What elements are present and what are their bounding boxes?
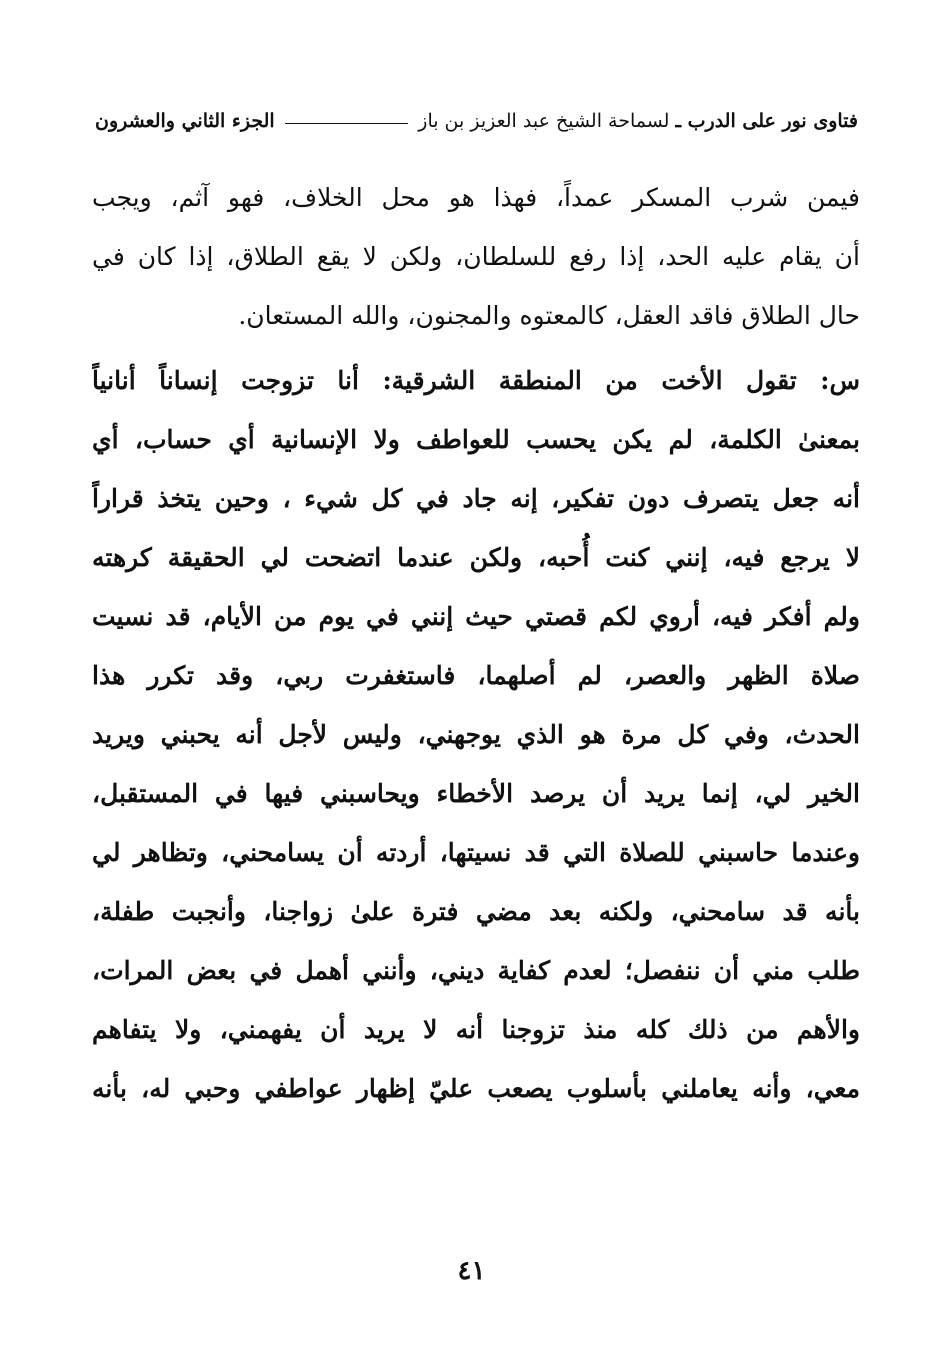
text-line: حال الطلاق فاقد العقل، كالمعتوه والمجنون، والله المستعان. xyxy=(238,301,860,330)
volume-label: الجزء الثاني والعشرون xyxy=(95,110,275,132)
text-line: وعندما حاسبني للصلاة التي قد نسيتها، أردته أن يسامحني، وتظاهر لي xyxy=(92,838,860,867)
text-line: الحدث، وفي كل مرة هو الذي يوجهني، وليس لأجل أنه يحبني ويريد xyxy=(92,720,860,749)
text-line: لا يرجع فيه، إنني كنت أُحبه، ولكن عندما اتضحت لي الحقيقة كرهته xyxy=(92,543,860,572)
text-line: ولم أفكر فيه، أروي لكم قصتي حيث إنني في يوم من الأيام، قد نسيت xyxy=(92,602,860,631)
header-rule xyxy=(285,123,409,124)
paragraph-question xyxy=(92,351,860,1118)
text-line: بأنه قد سامحني، ولكنه بعد مضي فترة علىٰ زواجنا، وأنجبت طفلة، xyxy=(92,897,860,926)
paragraph-answer-continuation xyxy=(92,168,860,345)
running-header xyxy=(95,110,858,132)
book-title: فتاوى نور على الدرب ـ xyxy=(675,110,858,132)
author-name: لسماحة الشيخ عبد العزيز بن باز xyxy=(418,110,670,132)
text-line: أنه جعل يتصرف دون تفكير، إنه جاد في كل شيء ، وحين يتخذ قراراً xyxy=(92,484,860,513)
text-line: والأهم من ذلك كله منذ تزوجنا أنه لا يريد أن يفهمني، ولا يتفاهم xyxy=(92,1015,860,1044)
text-line: طلب مني أن ننفصل؛ لعدم كفاية ديني، وأنني أهمل في بعض المرات، xyxy=(92,956,860,985)
body-text xyxy=(92,168,860,1118)
text-line: صلاة الظهر والعصر، لم أصلهما، فاستغفرت ربي، وقد تكرر هذا xyxy=(92,661,860,690)
text-line: س: تقول الأخت من المنطقة الشرقية: أنا تزوجت إنساناً أنانياً xyxy=(92,366,860,395)
text-line: فيمن شرب المسكر عمداً، فهذا هو محل الخلاف، فهو آثم، ويجب xyxy=(92,183,860,212)
text-line: أن يقام عليه الحد، إذا رفع للسلطان، ولكن لا يقع الطلاق، إذا كان في xyxy=(92,242,860,271)
text-line: معي، وأنه يعاملني بأسلوب يصعب عليّ إظهار عواطفي وحبي له، بأنه xyxy=(92,1074,860,1103)
text-line: الخير لي، إنما يريد أن يرصد الأخطاء ويحاسبني فيها في المستقبل، xyxy=(92,779,860,808)
page-number: ٤١ xyxy=(457,1256,486,1286)
text-line: بمعنىٰ الكلمة، لم يكن يحسب للعواطف ولا الإنسانية أي حساب، أي xyxy=(92,425,860,454)
